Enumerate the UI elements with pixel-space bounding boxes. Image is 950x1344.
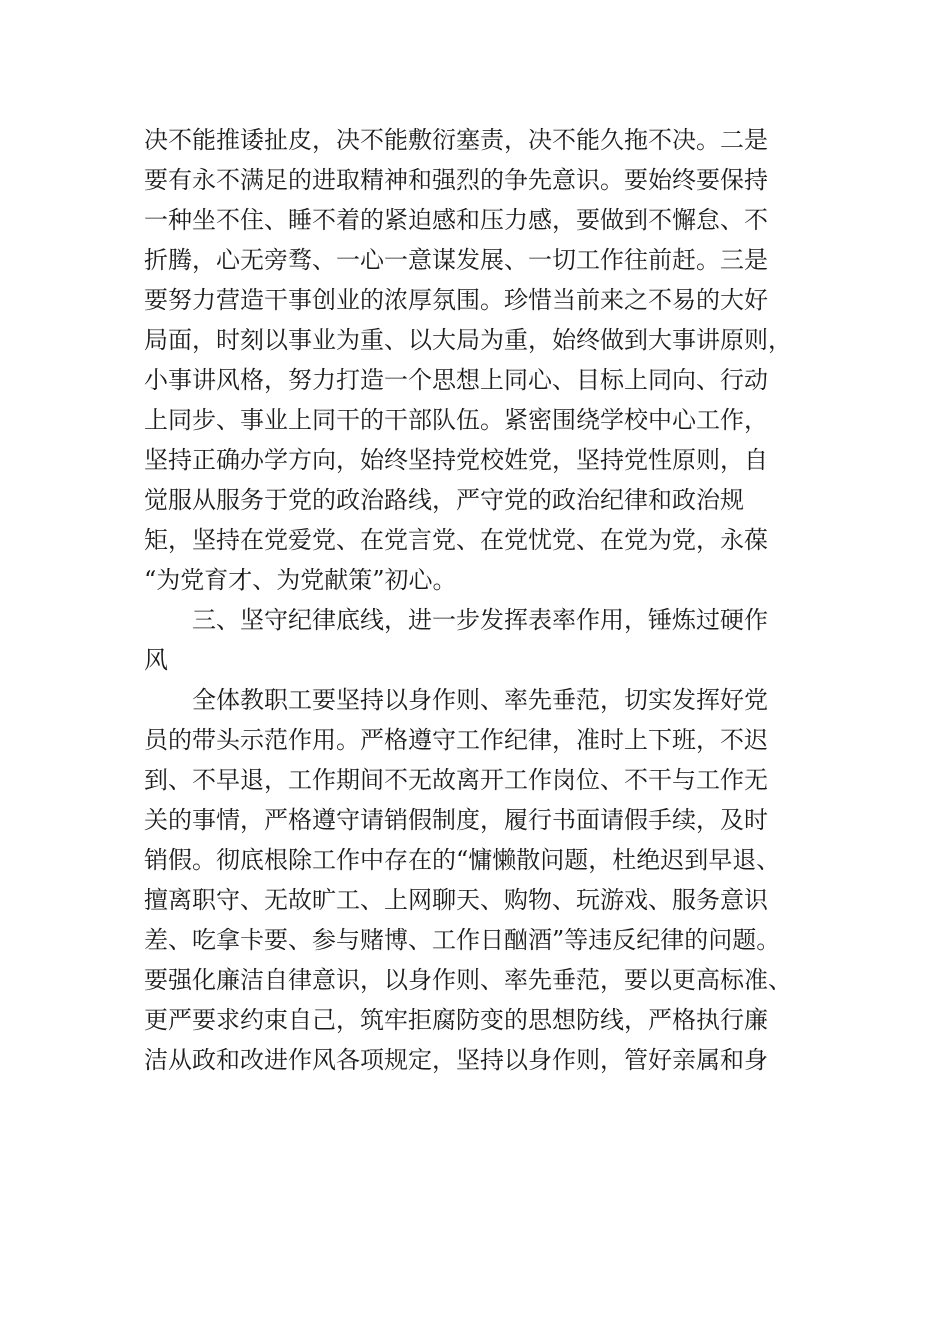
text-line: 局面，时刻以事业为重、以大局为重，始终做到大事讲原则， bbox=[144, 326, 792, 354]
heading-line: 三、坚守纪律底线，进一步发挥表率作用，锤炼过硬作 bbox=[192, 606, 768, 634]
text-line: 要强化廉洁自律意识，以身作则、率先垂范，要以更高标准、 bbox=[144, 966, 792, 994]
text-line: 洁从政和改进作风各项规定，坚持以身作则，管好亲属和身 bbox=[144, 1046, 768, 1074]
text-line: 上同步、事业上同干的干部队伍。紧密围绕学校中心工作， bbox=[144, 406, 768, 434]
heading-line: 风 bbox=[144, 646, 168, 674]
text-line: 要有永不满足的进取精神和强烈的争先意识。要始终要保持 bbox=[144, 166, 768, 194]
text-line: 擅离职守、无故旷工、上网聊天、购物、玩游戏、服务意识 bbox=[144, 886, 768, 914]
text-line: 全体教职工要坚持以身作则、率先垂范，切实发挥好党 bbox=[192, 686, 768, 714]
text-line: 坚持正确办学方向，始终坚持党校姓党，坚持党性原则，自 bbox=[144, 446, 768, 474]
text-line: 员的带头示范作用。严格遵守工作纪律，准时上下班，不迟 bbox=[144, 726, 768, 754]
text-line: 差、吃拿卡要、参与赌博、工作日酗酒”等违反纪律的问题。 bbox=[144, 926, 781, 954]
text-line: 一种坐不住、睡不着的紧迫感和压力感，要做到不懈怠、不 bbox=[144, 206, 768, 234]
paragraph-body bbox=[144, 680, 804, 1080]
text-line: 销假。彻底根除工作中存在的“慵懒散问题，杜绝迟到早退、 bbox=[144, 846, 781, 874]
text-line: 到、不早退，工作期间不无故离开工作岗位、不干与工作无 bbox=[144, 766, 768, 794]
text-line: 关的事情，严格遵守请销假制度，履行书面请假手续，及时 bbox=[144, 806, 768, 834]
text-line: “为党育才、为党献策”初心。 bbox=[144, 566, 457, 594]
text-line: 决不能推诿扯皮，决不能敷衍塞责，决不能久拖不决。二是 bbox=[144, 126, 768, 154]
text-line: 折腾，心无旁骛、一心一意谋发展、一切工作往前赶。三是 bbox=[144, 246, 768, 274]
text-line: 觉服从服务于党的政治路线，严守党的政治纪律和政治规 bbox=[144, 486, 744, 514]
paragraph-continuation bbox=[144, 120, 804, 600]
section-heading bbox=[144, 600, 804, 680]
text-line: 小事讲风格，努力打造一个思想上同心、目标上同向、行动 bbox=[144, 366, 768, 394]
text-line: 要努力营造干事创业的浓厚氛围。珍惜当前来之不易的大好 bbox=[144, 286, 768, 314]
text-line: 更严要求约束自己，筑牢拒腐防变的思想防线，严格执行廉 bbox=[144, 1006, 768, 1034]
text-line: 矩，坚持在党爱党、在党言党、在党忧党、在党为党，永葆 bbox=[144, 526, 768, 554]
